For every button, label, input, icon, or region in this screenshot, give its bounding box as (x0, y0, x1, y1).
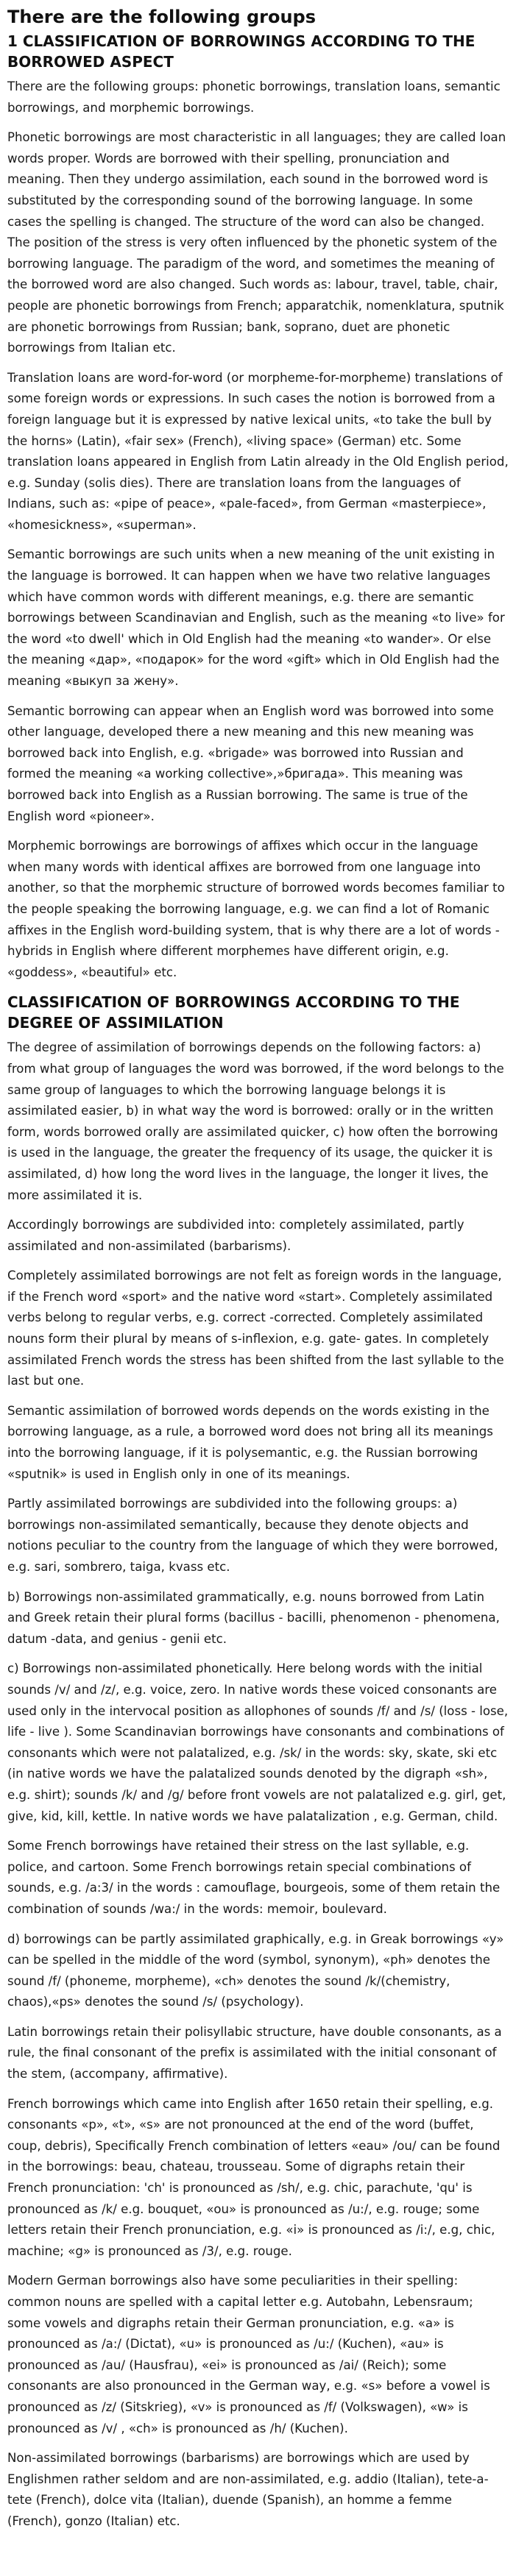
paragraph: There are the following groups: phonetic borrowings, translation loans, semantic borrowings, and morphemic borrowings. (7, 79, 501, 115)
paragraph: The degree of assimilation of borrowings depends on the following factors: a) from what group of languages the word was borrowed, if the word belongs to the same group of languages to which the borrowing language belongs it is assimilated easier, b) in what way the word is borrowed: orally or in the written form, words borrowed orally are assimilated quicker, c) how often the borrowing is used in the language, the greater the frequency of its usage, the quicker it is assimilated, d) how long the word lives in the language, the longer it lives, the more assimilated it is. (7, 1040, 504, 1202)
paragraph: Non-assimilated borrowings (barbarisms) are borrowings which are used by Englishmen rather seldom and are non-assimilated, e.g. addio (Italian), tete-a-tete (French), dolce vita (Italian), duende (Spanish), an homme a femme (French), gonzo (Italian) etc. (7, 2451, 489, 2528)
paragraph: Translation loans are word-for-word (or morpheme-for-morpheme) translations of some foreign words or expressions. In such cases the notion is borrowed from a foreign language but it is expressed by native lexical units, «to take the bull by the horns» (Latin), «fair sex» (French), «living space» (German) etc. Some translation loans appeared in English from Latin already in the Old English period, e.g. Sunday (solis dies). There are translation loans from the languages of Indians, such as: «pipe of peace», «pale-faced», from German «masterpiece», «homesickness», «superman». (7, 370, 509, 532)
paragraph: Semantic borrowings are such units when a new meaning of the unit existing in the language is borrowed. It can happen when we have two relative languages which have common words with different meanings, e.g. there are semantic borrowings between Scandinavian and English, such as the meaning «to live» for the word «to dwell' which in Old English had the meaning «to wander». Or else the meaning «дар», «подарок» for the word «gift» which in Old English had the meaning «выкуп за жену». (7, 547, 505, 689)
paragraph: Partly assimilated borrowings are subdivided into the following groups: a) borrowings non-assimilated semantically, because they denote objects and notions peculiar to the country from the language of which they were borrowed, e.g. sari, sombrero, taiga, kvass etc. (7, 1497, 498, 1574)
paragraph: Accordingly borrowings are subdivided into: completely assimilated, partly assimilated and non-assimilated (barbarisms). (7, 1218, 464, 1253)
section-heading: CLASSIFICATION OF BORROWINGS ACCORDING TO THE DEGREE OF ASSIMILATION (7, 993, 460, 1032)
paragraph: French borrowings which came into English after 1650 retain their spelling, e.g. consonants «p», «t», «s» are not pronounced at the end of the word (buffet, coup, debris), Specifically French combination of letters «eau» /ou/ can be found in the borrowings: beau, chateau, trousseau. Some of digraphs retain their French pronunciation: 'ch' is pronounced as /sh/, e.g. chic, parachute, 'qu' is pronounced as /k/ e.g. bouquet, «ou» is pronounced as /u:/, e.g. rouge; some letters retain their French pronunciation, e.g. «i» is pronounced as /i:/, e.g, chic, machine; «g» is pronounced as /3/, e.g. rouge. (7, 2096, 501, 2258)
paragraph: c) Borrowings non-assimilated phonetically. Here belong words with the initial sounds /v/ and /z/, e.g. voice, zero. In native words these voiced consonants are used only in the intervocal position as allophones of sounds /f/ and /s/ (loss - lose, life - live ). Some Scandinavian borrowings have consonants and combinations of consonants which were not palatalized, e.g. /sk/ in the words: sky, skate, ski etc (in native words we have the palatalized sounds denoted by the digraph «sh», e.g. shirt); sounds /k/ and /g/ before front vowels are not palatalized e.g. girl, get, give, kid, kill, kettle. In native words we have palatalization , e.g. German, child. (7, 1661, 509, 1823)
paragraph: Semantic assimilation of borrowed words depends on the words existing in the borrowing language, as a rule, a borrowed word does not bring all its meanings into the borrowing language, if it is polysemantic, e.g. the Russian borrowing «sputnik» is used in English only in one of its meanings. (7, 1403, 493, 1481)
paragraph: Some French borrowings have retained their stress on the last syllable, e.g. police, and cartoon. Some French borrowings retain special combinations of sounds, e.g. /a:3/ in the words : camouflage, bourgeois, some of them retain the combination of sounds /wa:/ in the words: memoir, boulevard. (7, 1839, 501, 1916)
section-heading: 1 CLASSIFICATION OF BORROWINGS ACCORDING TO THE BORROWED ASPECT (7, 32, 476, 71)
paragraph: Modern German borrowings also have some peculiarities in their spelling: common nouns are spelled with a capital letter e.g. Autobahn, Lebensraum; some vowels and digraphs retain their German pronunciation, e.g. «a» is pronounced as /a:/ (Dictat), «u» is pronounced as /u:/ (Kuchen), «au» is pronounced as /au/ (Hausfrau), «ei» is pronounced as /ai/ (Reich); some consonants are also pronounced in the German way, e.g. «s» before a vowel is pronounced as /z/ (Sitskrieg), «v» is pronounced as /f/ (Volkswagen), «w» is pronounced as /v/ , «ch» is pronounced as /h/ (Kuchen). (7, 2274, 490, 2435)
section-borrowed-aspect (7, 31, 509, 983)
paragraph: b) Borrowings non-assimilated grammatically, e.g. nouns borrowed from Latin and Greek retain their plural forms (bacillus - bacilli, phenomenon - phenomena, datum -data, and genius - genii etc. (7, 1589, 500, 1646)
paragraph: Semantic borrowing can appear when an English word was borrowed into some other language, developed there a new meaning and this new meaning was borrowed back into English, e.g. «brigade» was borrowed into Russian and formed the meaning «a working collective»,»бригада». This meaning was borrowed back into English as a Russian borrowing. The same is true of the English word «pioneer». (7, 703, 494, 823)
page-title: There are the following groups (7, 7, 317, 27)
paragraph: Latin borrowings retain their polisyllabic structure, have double consonants, as a rule, the final consonant of the prefix is assimilated with the initial consonant of the stem, (accompany, affirmative). (7, 2024, 502, 2082)
section-degree-of-assimilation (7, 992, 509, 2532)
paragraph: d) borrowings can be partly assimilated graphically, e.g. in Greak borrowings «y» can be spelled in the middle of the word (symbol, synonym), «ph» denotes the sound /f/ (phoneme, morpheme), «ch» denotes the sound /k/(chemistry, chaos),«ps» denotes the sound /s/ (psychology). (7, 1931, 504, 2009)
paragraph: Phonetic borrowings are most characteristic in all languages; they are called loan words proper. Words are borrowed with their spelling, pronunciation and meaning. Then they undergo assimilation, each sound in the borrowed word is substituted by the corresponding sound of the borrowing language. In some cases the spelling is changed. The structure of the word can also be changed. The position of the stress is very often influenced by the phonetic system of the borrowing language. The paradigm of the word, and sometimes the meaning of the borrowed word are also changed. Such words as: labour, travel, table, chair, people are phonetic borrowings from French; apparatchik, nomenklatura, sputnik are phonetic borrowings from Russian; bank, soprano, duet are phonetic borrowings from Italian etc. (7, 130, 506, 355)
paragraph: Morphemic borrowings are borrowings of affixes which occur in the language when many words with identical affixes are borrowed from one language into another, so that the morphemic structure of borrowed words becomes familiar to the people speaking the borrowing language, e.g. we can find a lot of Romanic affixes in the English word-building system, that is why there are a lot of words - hybrids in English where different morphemes have different origin, e.g. «goddess», «beautiful» etc. (7, 839, 505, 979)
paragraph: Completely assimilated borrowings are not felt as foreign words in the language, if the French word «sport» and the native word «start». Completely assimilated verbs belong to regular verbs, e.g. correct -corrected. Completely assimilated nouns form their plural by means of s-inflexion, e.g. gate- gates. In completely assimilated French words the stress has been shifted from the last syllable to the last but one. (7, 1269, 504, 1388)
